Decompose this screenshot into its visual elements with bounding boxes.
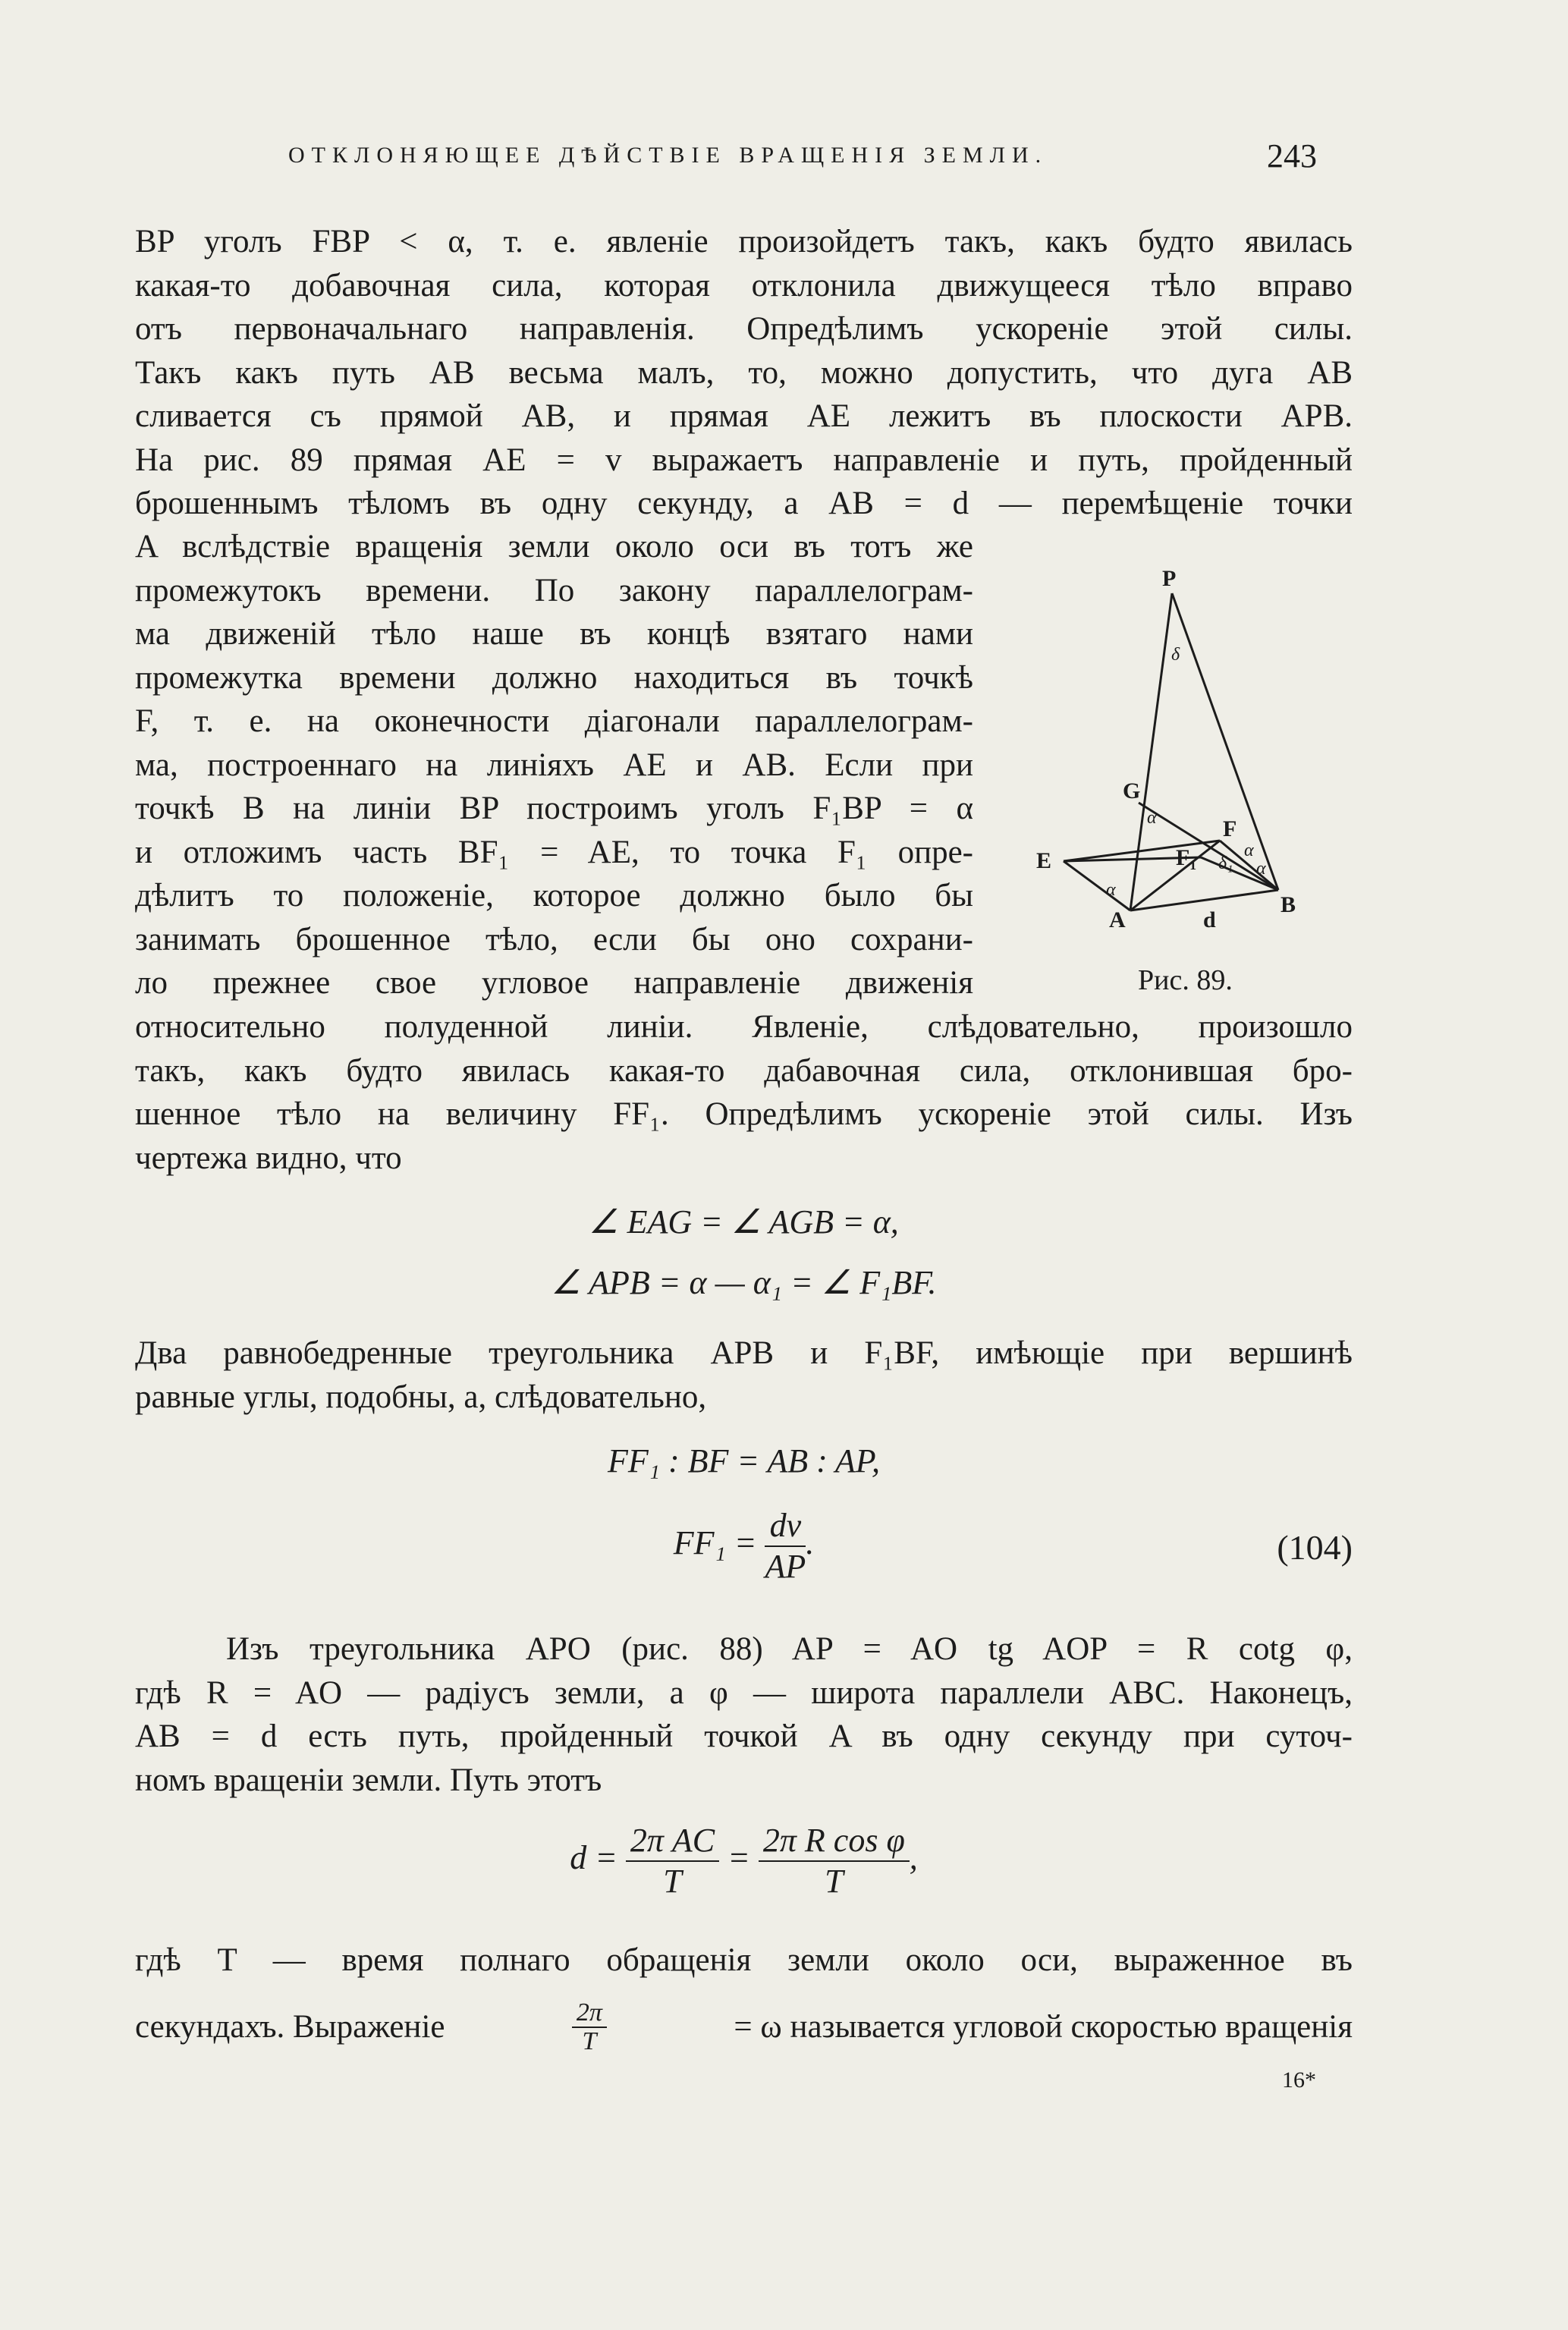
text-line: занимать брошенное тѣло, если бы оно сохрани-	[135, 921, 973, 957]
paragraph-4	[135, 1939, 1353, 1983]
paragraph-3	[135, 1627, 1353, 1802]
text-line: F, т. е. на оконечности діагонали параллелограм-	[135, 703, 973, 739]
eq-d-mid: =	[727, 1839, 750, 1877]
text-line: какая-то добавочная сила, которая отклонила движущееся тѣло вправо	[135, 267, 1353, 303]
label-P: P	[1162, 566, 1177, 591]
text-line: A вслѣдствіе вращенія земли около оси въ тотъ же	[135, 529, 973, 564]
label-alpha-B: α	[1256, 859, 1266, 879]
figure-89-diagram	[1024, 561, 1350, 1017]
denominator: T	[663, 1863, 682, 1900]
text-line: чертежа видно, что	[135, 1140, 402, 1176]
equation-angles-2: ∠ APB = α — α₁ = ∠ F₁BF.	[551, 1264, 937, 1301]
text-line: ма, построеннаго на линіяхъ AE и AB. Если при	[135, 747, 973, 783]
paragraph-4-last-line	[135, 1999, 1353, 2055]
text-line: относительно полуденной линіи. Явленіе, слѣдовательно, произошло	[135, 1009, 1353, 1045]
text-line: шенное тѣло на величину FF₁. Опредѣлимъ ускореніе этой силы. Изъ	[135, 1096, 1353, 1132]
text-fragment: секундахъ. Выраженіе	[135, 2009, 445, 2045]
eq104-lhs: FF₁ =	[673, 1524, 757, 1562]
text-fragment: = ω называется угловой скоростью вращенія	[734, 2009, 1353, 2045]
equation-number: (104)	[1277, 1528, 1353, 1567]
text-line: отъ первоначальнаго направленія. Опредѣлимъ ускореніе этой силы.	[135, 311, 1353, 347]
label-F1: F₁	[1176, 845, 1197, 870]
text-line: и отложимъ часть BF₁ = AE, то точка F₁ опре-	[135, 834, 973, 870]
label-E: E	[1036, 848, 1052, 873]
numerator: 2π AC	[626, 1821, 719, 1862]
label-delta1: δ₁	[1218, 854, 1233, 873]
text-line: номъ вращеніи земли. Путь этотъ	[135, 1762, 602, 1798]
text-line: На рис. 89 прямая AE = v выражаетъ направленіе и путь, пройденный	[135, 442, 1353, 478]
denominator: T	[582, 2027, 597, 2055]
label-alpha-A: α	[1106, 880, 1116, 900]
fraction	[626, 1821, 719, 1901]
label-B: B	[1280, 892, 1296, 917]
denominator: T	[825, 1863, 844, 1900]
label-alpha-F: α	[1244, 841, 1254, 860]
text-line: такъ, какъ будто явилась какая-то дабавочная сила, отклонившая бро-	[135, 1052, 1353, 1089]
label-F: F	[1223, 816, 1237, 841]
equation-104	[135, 1506, 1353, 1586]
equation-proportion: FF₁ : BF = AB : AP,	[607, 1442, 881, 1479]
numerator: 2π R cos φ	[759, 1821, 910, 1862]
equation-angles-1: ∠ EAG = ∠ AGB = α,	[589, 1203, 899, 1240]
line-EA	[1064, 861, 1130, 910]
label-alpha-G: α	[1147, 808, 1157, 828]
paragraph-2	[135, 1332, 1353, 1419]
text-line: гдѣ T — время полнаго обращенія земли около оси, выраженное въ	[135, 1942, 1353, 1978]
text-line: брошеннымъ тѣломъ въ одну секунду, а AB = d — перемѣщеніе точки	[135, 486, 1353, 521]
label-A: A	[1109, 907, 1126, 932]
paragraph-1	[135, 220, 1353, 526]
numerator: 2π	[572, 1999, 607, 2028]
text-line: точкѣ B на линіи BP построимъ уголъ F₁BP = α	[135, 791, 973, 826]
text-line: сливается съ прямой AB, и прямая AE лежитъ въ плоскости APB.	[135, 398, 1353, 434]
text-line: BP уголъ FBP < α, т. е. явленіе произойдетъ такъ, какъ будто явилась	[135, 224, 1353, 259]
text-line: равные углы, подобны, а, слѣдовательно,	[135, 1379, 707, 1415]
paragraph-1-end	[135, 1005, 1353, 1180]
eq-d-tail: ,	[909, 1839, 918, 1877]
text-line: AB = d есть путь, пройденный точкой A въ одну секунду при суточ-	[135, 1718, 1353, 1754]
fraction	[759, 1821, 910, 1901]
text-line: промежутка времени должно находиться въ точкѣ	[135, 659, 973, 696]
text-line: ло прежнее свое угловое направленіе движенія	[135, 965, 973, 1001]
text-line: Такъ какъ путь AB весьма малъ, то, можно допустить, что дуга AB	[135, 354, 1353, 391]
figure-caption: Рис. 89.	[1138, 964, 1233, 996]
denominator: AP	[765, 1548, 806, 1585]
page-number: 243	[1267, 137, 1317, 175]
text-line: Изъ треугольника APO (рис. 88) AP = AO tg AOP = R cotg φ,	[226, 1631, 1353, 1667]
eq-d-lhs: d =	[570, 1839, 617, 1877]
fraction	[765, 1506, 806, 1586]
fraction-inline	[572, 1999, 607, 2055]
text-line: гдѣ R = AO — радіусъ земли, а φ — широта параллели ABC. Наконецъ,	[135, 1674, 1353, 1711]
line-F1B	[1201, 857, 1278, 890]
eq104-tail: .	[806, 1524, 815, 1562]
signature-mark: 16*	[1282, 2067, 1316, 2093]
running-title: ОТКЛОНЯЮЩЕЕ ДѢЙСТВІЕ ВРАЩЕНІЯ ЗЕМЛИ.	[288, 143, 1048, 168]
equation-d	[135, 1821, 1353, 1901]
label-d: d	[1203, 907, 1216, 932]
label-delta: δ	[1171, 645, 1180, 665]
text-line: дѣлитъ то положеніе, которое должно было бы	[135, 878, 973, 913]
text-line: ма движеній тѣло наше въ концѣ взятаго нами	[135, 616, 973, 652]
numerator: dv	[765, 1506, 806, 1547]
label-G: G	[1123, 778, 1141, 803]
text-line: Два равнобедренные треугольника APB и F₁BF, имѣющіе при вершинѣ	[135, 1335, 1353, 1371]
text-line: промежутокъ времени. По закону параллелограм-	[135, 572, 973, 608]
line-PA	[1130, 593, 1172, 910]
